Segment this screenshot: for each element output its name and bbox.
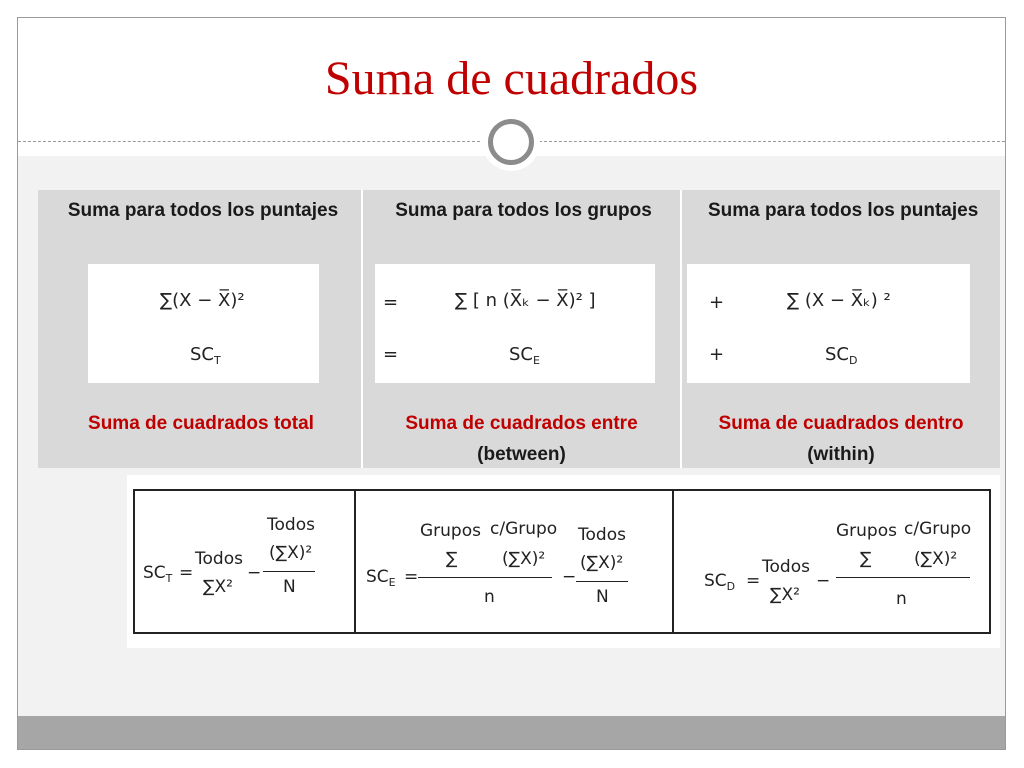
column-footer <box>47 408 355 439</box>
equals-sign: = <box>179 563 194 583</box>
formula-cell-between <box>356 491 674 632</box>
equals-sign: = <box>746 571 761 591</box>
sum-x-squared: ∑X² <box>770 585 800 605</box>
operator-plus: + <box>709 344 725 365</box>
comparison-table <box>38 190 1000 468</box>
operator-equals: = <box>383 292 399 313</box>
grupos-label: Grupos <box>836 521 897 541</box>
equals-sign: = <box>404 567 419 587</box>
column-header: Suma para todos los grupos <box>395 200 652 221</box>
fraction-bar <box>576 581 628 582</box>
sum-x-squared-paren: (∑X)² <box>580 553 624 573</box>
grupos-label: Grupos <box>420 521 481 541</box>
footer-red-label: Suma de cuadrados entre <box>405 413 638 434</box>
circle-ornament-icon <box>482 113 540 171</box>
sum-x-squared: ∑X² <box>203 577 233 597</box>
computational-formula-table <box>127 475 1000 648</box>
formula-sum-squares-total: ∑(X − X̅)² <box>160 290 245 311</box>
formula-box-within <box>687 264 970 383</box>
todos-label: Todos <box>762 557 810 577</box>
sigma-icon: ∑ <box>446 549 458 569</box>
column-header: Suma para todos los puntajes <box>67 200 339 221</box>
n-total: N <box>283 577 296 597</box>
column-footer <box>688 408 994 470</box>
formula-lhs: $SC_D$ <box>704 571 736 593</box>
fraction-bar <box>418 577 552 578</box>
footer-black-label: (between) <box>477 444 566 465</box>
formula-lhs: $SC_T$ <box>143 563 173 585</box>
sum-x-squared-paren: (∑X)² <box>269 543 313 563</box>
formula-cell-total <box>135 491 356 632</box>
formula-box-total <box>88 264 319 383</box>
c-grupo-label: c/Grupo <box>904 519 972 539</box>
todos-label: Todos <box>267 515 315 535</box>
sigma-icon: ∑ <box>860 549 872 569</box>
column-within <box>682 190 1000 468</box>
formula-lhs: $SC_E$ <box>366 567 396 589</box>
todos-label: Todos <box>195 549 243 569</box>
formula-symbol: $SC_D$ <box>825 344 858 367</box>
minus-sign: − <box>247 563 262 583</box>
formula-box-between <box>375 264 655 383</box>
footer-red-label: Suma de cuadrados dentro <box>718 413 964 434</box>
formula-sum-squares-between: ∑ [ n (X̅ₖ − X̅)² ] <box>455 290 596 311</box>
title-divider-left <box>18 141 490 142</box>
bottom-bar <box>18 716 1005 749</box>
n-group: n <box>484 587 495 607</box>
footer-red-label: Suma de cuadrados total <box>88 413 314 434</box>
sum-x-squared-paren: (∑X)² <box>502 549 546 569</box>
n-group: n <box>896 589 907 609</box>
operator-equals: = <box>383 344 399 365</box>
c-grupo-label: c/Grupo <box>490 519 558 539</box>
slide-title: Suma de cuadrados <box>324 52 699 105</box>
title-divider-right <box>534 141 1005 142</box>
formula-sum-squares-within: ∑ (X − X̅ₖ) ² <box>787 290 891 311</box>
column-between <box>363 190 680 468</box>
minus-sign: − <box>816 571 831 591</box>
formula-symbol: $SC_T$ <box>190 344 221 367</box>
minus-sign: − <box>562 567 577 587</box>
column-total <box>41 190 361 468</box>
todos-label: Todos <box>578 525 626 545</box>
column-header: Suma para todos los puntajes <box>708 200 979 221</box>
footer-black-label: (within) <box>807 444 875 465</box>
n-total: N <box>596 587 609 607</box>
operator-plus: + <box>709 292 725 313</box>
formula-cell-within <box>674 491 989 632</box>
fraction-bar <box>263 571 315 572</box>
formula-symbol: $SC_E$ <box>509 344 540 367</box>
column-footer <box>369 408 674 470</box>
sum-x-squared-paren: (∑X)² <box>914 549 958 569</box>
fraction-bar <box>836 577 970 578</box>
